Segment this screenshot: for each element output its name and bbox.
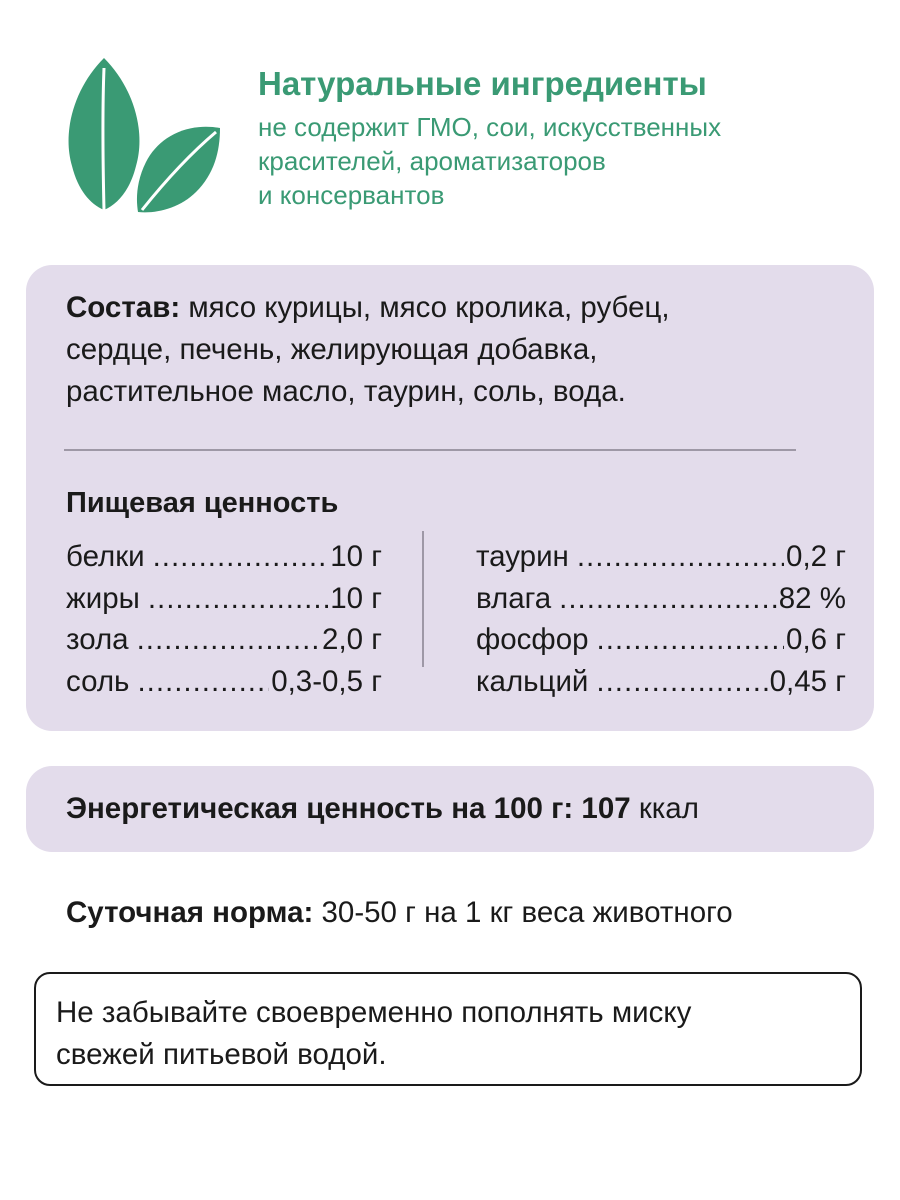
subtitle-line: не содержит ГМО, сои, искусственных xyxy=(258,112,722,142)
composition-line: растительное масло, таурин, соль, вода. xyxy=(66,375,626,408)
column-divider xyxy=(422,531,424,667)
daily-norm-label: Суточная норма: xyxy=(66,896,314,929)
nutrient-name: кальций xyxy=(476,664,589,698)
nutrient-name: фосфор xyxy=(476,623,589,656)
nutrition-column-left xyxy=(66,536,382,702)
leader-dots xyxy=(597,619,785,661)
subtitle-line: и консервантов xyxy=(258,180,445,210)
nutrient-value: 2,0 г xyxy=(322,623,382,656)
nutrient-name: таурин xyxy=(476,540,569,573)
nutrient-value: 0,45 г xyxy=(769,664,846,698)
nutrition-row-taurine xyxy=(476,536,846,578)
nutrient-value: 10 г xyxy=(330,540,382,573)
reminder-line: Не забывайте своевременно пополнять миску xyxy=(56,996,692,1029)
nutrition-row-phosphorus xyxy=(476,619,846,661)
leader-dots xyxy=(577,536,784,578)
nutrient-value: 0,3-0,5 г xyxy=(271,664,382,698)
water-reminder-box xyxy=(34,972,862,1086)
section-divider xyxy=(64,449,796,451)
nutrition-title: Пищевая ценность xyxy=(66,487,339,519)
energy-text xyxy=(66,788,699,830)
reminder-line: свежей питьевой водой. xyxy=(56,1038,387,1071)
energy-value: 107 xyxy=(581,792,631,825)
nutrient-value: 0,2 г xyxy=(786,540,846,573)
nutrition-row-ash xyxy=(66,619,382,661)
energy-unit: ккал xyxy=(638,792,699,825)
natural-ingredients-block xyxy=(258,64,878,212)
energy-label: Энергетическая ценность на 100 г: xyxy=(66,792,574,825)
leader-dots xyxy=(596,661,767,703)
natural-ingredients-subtitle xyxy=(258,110,878,212)
daily-norm xyxy=(66,892,733,934)
nutrient-name: соль xyxy=(66,664,130,698)
subtitle-line: красителей, ароматизаторов xyxy=(258,146,606,176)
nutrient-value: 10 г xyxy=(330,581,382,615)
nutrition-column-right xyxy=(476,536,846,702)
leader-dots xyxy=(559,578,777,620)
leader-dots xyxy=(137,661,269,703)
natural-ingredients-title: Натуральные ингредиенты xyxy=(258,65,707,102)
nutrition-row-calcium xyxy=(476,661,846,703)
nutrient-name: белки xyxy=(66,540,145,573)
leaves-icon xyxy=(66,58,226,214)
nutrient-value: 0,6 г xyxy=(786,623,846,656)
leader-dots xyxy=(137,619,320,661)
composition-line: сердце, печень, желирующая добавка, xyxy=(66,333,598,366)
nutrition-row-salt xyxy=(66,661,382,703)
composition-text xyxy=(66,287,846,413)
composition-card xyxy=(26,265,874,731)
nutrient-name: влага xyxy=(476,581,552,615)
water-reminder-text xyxy=(56,992,846,1076)
nutrition-row-moisture xyxy=(476,578,846,620)
energy-card xyxy=(26,766,874,852)
composition-line: мясо курицы, мясо кролика, рубец, xyxy=(180,291,670,324)
composition-label: Состав: xyxy=(66,291,181,324)
nutrient-value: 82 % xyxy=(778,581,846,615)
nutrient-name: зола xyxy=(66,623,129,656)
nutrient-name: жиры xyxy=(66,581,140,615)
leader-dots xyxy=(148,578,328,620)
nutrition-row-fat xyxy=(66,578,382,620)
nutrition-row-protein xyxy=(66,536,382,578)
leader-dots xyxy=(153,536,329,578)
daily-norm-value: 30-50 г на 1 кг веса животного xyxy=(321,896,733,929)
